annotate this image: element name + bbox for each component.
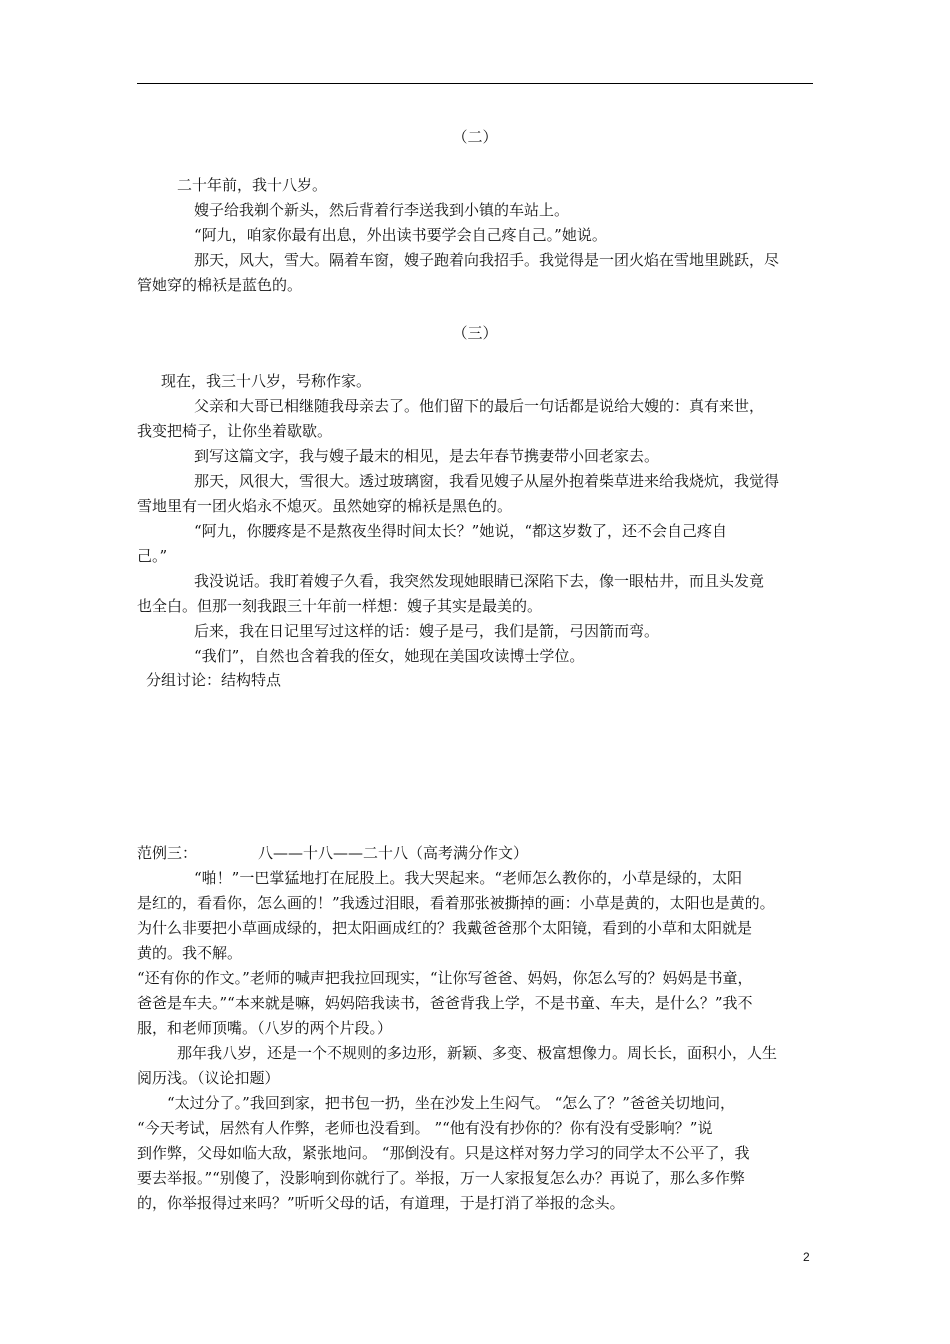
- header-rule: [137, 83, 813, 84]
- paragraph-line: 是红的，看看你，怎么画的！”我透过泪眼，看着那张被撕掉的画：小草是黄的，太阳也是黄的。: [137, 894, 775, 912]
- discussion-prompt: 分组讨论：结构特点: [146, 671, 282, 689]
- paragraph-line: 也全白。但那一刻我跟三十年前一样想：嫂子其实是最美的。: [137, 597, 543, 615]
- paragraph-line: 后来，我在日记里写过这样的话：嫂子是弓，我们是箭，弓因箭而弯。: [194, 622, 660, 640]
- paragraph-line: 为什么非要把小草画成绿的，把太阳画成红的？我戴爸爸那个太阳镜，看到的小草和太阳就是: [137, 919, 753, 937]
- example-title: 八——十八——二十八（高考满分作文）: [258, 844, 529, 862]
- paragraph-line: 那天，风很大，雪很大。透过玻璃窗，我看见嫂子从屋外抱着柴草进来给我烧炕，我觉得: [194, 472, 780, 490]
- paragraph-line: “啪！”一巴掌猛地打在屁股上。我大哭起来。“老师怎么教你的，小草是绿的，太阳: [194, 869, 743, 887]
- example-label: 范例三：: [137, 844, 198, 862]
- paragraph-line: 爸爸是车夫。”“本来就是嘛，妈妈陪我读书，爸爸背我上学，不是书童、车夫，是什么？”我不: [137, 994, 753, 1012]
- paragraph-line: 阅历浅。（议论扣题）: [137, 1069, 280, 1087]
- paragraph-line: 那天，风大，雪大。隔着车窗，嫂子跑着向我招手。我觉得是一团火焰在雪地里跳跃，尽: [194, 251, 780, 269]
- paragraph-line: “今天考试，居然有人作弊，老师也没看到。 ”“他有没有抄你的？你有没有受影响？”说: [137, 1119, 713, 1137]
- paragraph-line: 嫂子给我剃个新头，然后背着行李送我到小镇的车站上。: [194, 201, 570, 219]
- paragraph-line: “我们”，自然也含着我的侄女，她现在美国攻读博士学位。: [194, 647, 585, 665]
- paragraph-line: “太过分了。”我回到家，把书包一扔，坐在沙发上生闷气。 “怎么了？”爸爸关切地问，: [167, 1094, 735, 1112]
- paragraph-line: 到写这篇文字，我与嫂子最末的相见，是去年春节携妻带小回老家去。: [194, 447, 660, 465]
- section2-heading: （二）: [452, 128, 498, 146]
- paragraph-line: 我没说话。我盯着嫂子久看，我突然发现她眼睛已深陷下去，像一眼枯井，而且头发竟: [194, 572, 765, 590]
- section3-heading: （三）: [452, 324, 498, 342]
- paragraph-line: 到作弊，父母如临大敌，紧张地问。 “那倒没有。只是这样对努力学习的同学太不公平了，我: [137, 1144, 750, 1162]
- paragraph-line: “还有你的作文。”老师的喊声把我拉回现实，“让你写爸爸、妈妈，你怎么写的？妈妈是书童，: [137, 969, 753, 987]
- paragraph-line: 那年我八岁，还是一个不规则的多边形，新颖、多变、极富想像力。周长长，面积小，人生: [177, 1044, 778, 1062]
- paragraph-line: “阿九，咱家你最有出息，外出读书要学会自己疼自己。”她说。: [194, 226, 607, 244]
- paragraph-line: 要去举报。”“别傻了，没影响到你就行了。举报，万一人家报复怎么办？再说了，那么多作弊: [137, 1169, 745, 1187]
- paragraph-line: 的，你举报得过来吗？”听听父母的话，有道理，于是打消了举报的念头。: [137, 1194, 625, 1212]
- paragraph-line: 二十年前，我十八岁。: [177, 176, 328, 194]
- paragraph-line: 现在，我三十八岁，号称作家。: [161, 372, 372, 390]
- paragraph-line: 服，和老师顶嘴。（八岁的两个片段。）: [137, 1019, 393, 1037]
- paragraph-line: 黄的。我不解。: [137, 944, 243, 962]
- page-number: 2: [803, 1250, 810, 1264]
- paragraph-line: 己。”: [137, 547, 168, 565]
- paragraph-line: 管她穿的棉袄是蓝色的。: [137, 276, 303, 294]
- paragraph-line: 父亲和大哥已相继随我母亲去了。他们留下的最后一句话都是说给大嫂的：真有来世，: [194, 397, 765, 415]
- paragraph-line: 雪地里有一团火焰永不熄灭。虽然她穿的棉袄是黑色的。: [137, 497, 513, 515]
- paragraph-line: “阿九，你腰疼是不是熬夜坐得时间太长？”她说，“都这岁数了，还不会自己疼自: [194, 522, 728, 540]
- paragraph-line: 我变把椅子，让你坐着歇歇。: [137, 422, 333, 440]
